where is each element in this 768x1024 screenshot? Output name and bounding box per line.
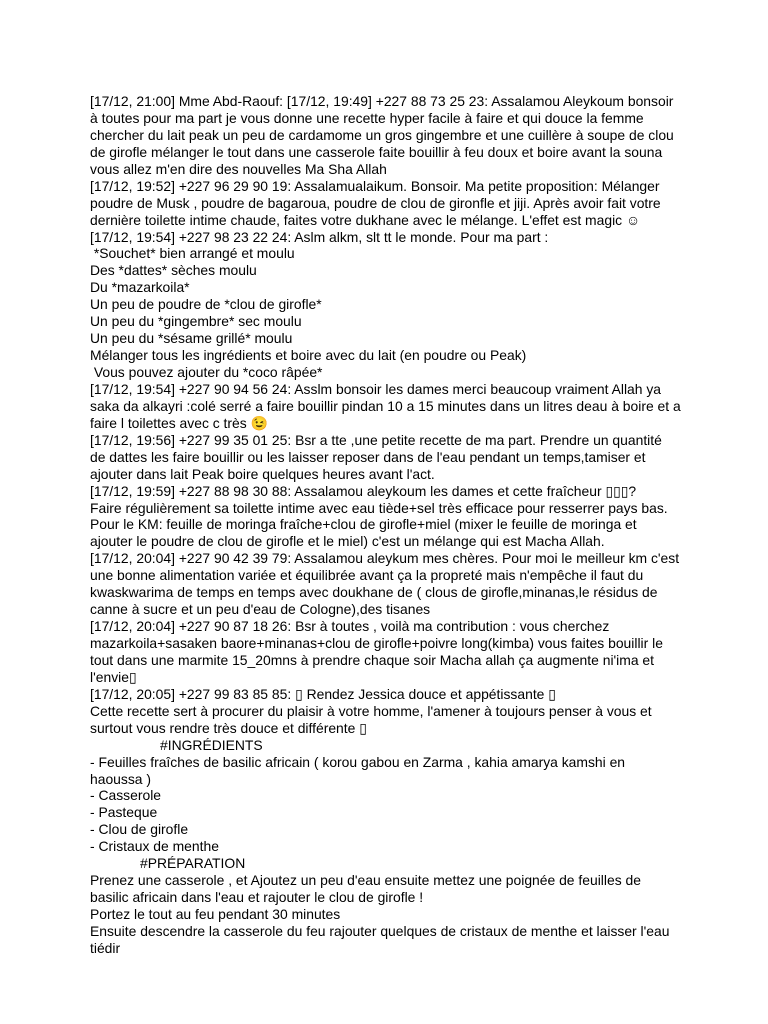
text-line: à toutes pour ma part je vous donne une recette hyper facile à faire et qui douce la femme xyxy=(90,109,644,126)
text-line: vous allez m'en dire des nouvelles Ma Sha Allah xyxy=(90,160,387,177)
text-line: [17/12, 20:04] +227 90 87 18 26: Bsr à toutes , voilà ma contribution : vous cherchez xyxy=(90,618,610,635)
text-line: Du *mazarkoila* xyxy=(90,279,190,296)
text-line: ajouter le poudre de clou de girofle et le miel) c'est un mélange qui est Macha Allah. xyxy=(90,533,605,550)
text-line: de dattes les faire bouillir ou les laisser reposer dans de l'eau pendant un temps,tamiser et xyxy=(90,448,646,465)
text-line: Faire régulièrement sa toilette intime avec eau tiède+sel très efficace pour resserrer pays bas. xyxy=(90,499,668,516)
text-line: basilic africain dans l'eau et rajouter le clou de girofle ! xyxy=(90,889,424,906)
text-line: tout dans une marmite 15_20mns à prendre chaque soir Macha allah ça augmente ni'ima et xyxy=(90,651,655,668)
text-line: ajouter dans lait Peak boire quelques heures avant l'act. xyxy=(90,465,435,482)
section-heading-ingredients: #INGRÉDIENTS xyxy=(160,736,263,753)
text-line: faire l toilettes avec c très 😉 xyxy=(90,414,268,431)
text-line: haoussa ) xyxy=(90,770,152,787)
text-line: [17/12, 19:54] +227 90 94 56 24: Asslm bonsoir les dames merci beaucoup vraiment Allah ya xyxy=(90,380,662,397)
text-line: [17/12, 20:04] +227 90 42 39 79: Assalamou aleykum mes chères. Pour moi le meilleur km c'est xyxy=(90,550,680,567)
text-line: de girofle mélanger le tout dans une casserole faite bouillir à feu doux et boire avant la souna xyxy=(90,143,663,160)
text-line: Cette recette sert à procurer du plaisir à votre homme, l'amener à toujours penser à vous et xyxy=(90,702,652,719)
text-line: Mélanger tous les ingrédients et boire avec du lait (en poudre ou Peak) xyxy=(90,347,527,364)
text-line: kwaskwarima de temps en temps avec doukhane de ( clous de girofle,minanas,le résidus de xyxy=(90,584,658,601)
text-line: *Souchet* bien arrangé et moulu xyxy=(90,245,295,262)
text-line: - Feuilles fraîches de basilic africain ( korou gabou en Zarma , kahia amarya kamshi en xyxy=(90,753,626,770)
text-line: [17/12, 19:56] +227 99 35 01 25: Bsr a tte ,une petite recette de ma part. Prendre un quantité xyxy=(90,431,662,448)
text-line: poudre de Musk , poudre de bagaroua, poudre de clou de gironfle et jiji. Après avoir fait votre xyxy=(90,194,661,211)
list-item: - Cristaux de menthe xyxy=(90,838,219,855)
text-line: [17/12, 19:54] +227 98 23 22 24: Aslm alkm, slt tt le monde. Pour ma part : xyxy=(90,228,549,245)
text-line: Un peu du *sésame grillé* moulu xyxy=(90,330,293,347)
list-item: - Casserole xyxy=(90,787,162,804)
section-heading-preparation: #PRÉPARATION xyxy=(140,855,246,872)
text-line: [17/12, 21:00] Mme Abd-Raouf: [17/12, 19:49] +227 88 73 25 23: Assalamou Aleykoum bonsoir xyxy=(90,93,674,109)
text-line: l'envie▯ xyxy=(90,668,137,685)
text-line: [17/12, 19:59] +227 88 98 30 88: Assalamou aleykoum les dames et cette fraîcheur ▯▯▯? xyxy=(90,482,637,499)
text-line: Portez le tout au feu pendant 30 minutes xyxy=(90,906,341,922)
text-line: surtout vous rendre très douce et différente ▯ xyxy=(90,719,367,736)
document-body xyxy=(90,93,690,957)
text-line: Ensuite descendre la casserole du feu rajouter quelques de cristaux de menthe et laisser l'eau xyxy=(90,922,670,939)
text-line: [17/12, 19:52] +227 96 29 90 19: Assalamualaikum. Bonsoir. Ma petite proposition: Mélanger xyxy=(90,177,660,194)
text-line: saka da alkayri :colé serré a faire bouillir pindan 10 a 15 minutes dans un litres deau à boire et a xyxy=(90,397,681,414)
text-line: Pour le KM: feuille de moringa fraîche+clou de girofle+miel (mixer le feuille de moringa et xyxy=(90,516,637,533)
text-line: chercher du lait peak un peu de cardamome un gros gingembre et une cuillère à soupe de clou xyxy=(90,126,674,143)
text-line: une bonne alimentation variée et équilibrée avant ça la propreté mais n'empêche il faut du xyxy=(90,567,644,584)
text-line: Un peu de poudre de *clou de girofle* xyxy=(90,296,322,313)
text-line: Prenez une casserole , et Ajoutez un peu d'eau ensuite mettez une poignée de feuilles de xyxy=(90,872,641,889)
text-line: dernière toilette intime chaude, faites votre dukhane avec le mélange. L'effet est magic ☺ xyxy=(90,211,641,228)
text-line: Vous pouvez ajouter du *coco râpée* xyxy=(90,364,323,380)
list-item: - Clou de girofle xyxy=(90,821,189,838)
list-item: - Pasteque xyxy=(90,804,158,821)
text-line: [17/12, 20:05] +227 99 83 85 85: ▯ Rendez Jessica douce et appétissante ▯ xyxy=(90,685,556,702)
text-line: canne à sucre et un peu d'eau de Cologne),des tisanes xyxy=(90,601,431,618)
text-line: tiédir xyxy=(90,939,121,956)
text-line: Un peu du *gingembre* sec moulu xyxy=(90,313,302,330)
text-line: mazarkoila+sasaken baore+minanas+clou de girofle+poivre long(kimba) vous faites bouillir le xyxy=(90,635,663,651)
text-line: Des *dattes* sèches moulu xyxy=(90,262,257,279)
